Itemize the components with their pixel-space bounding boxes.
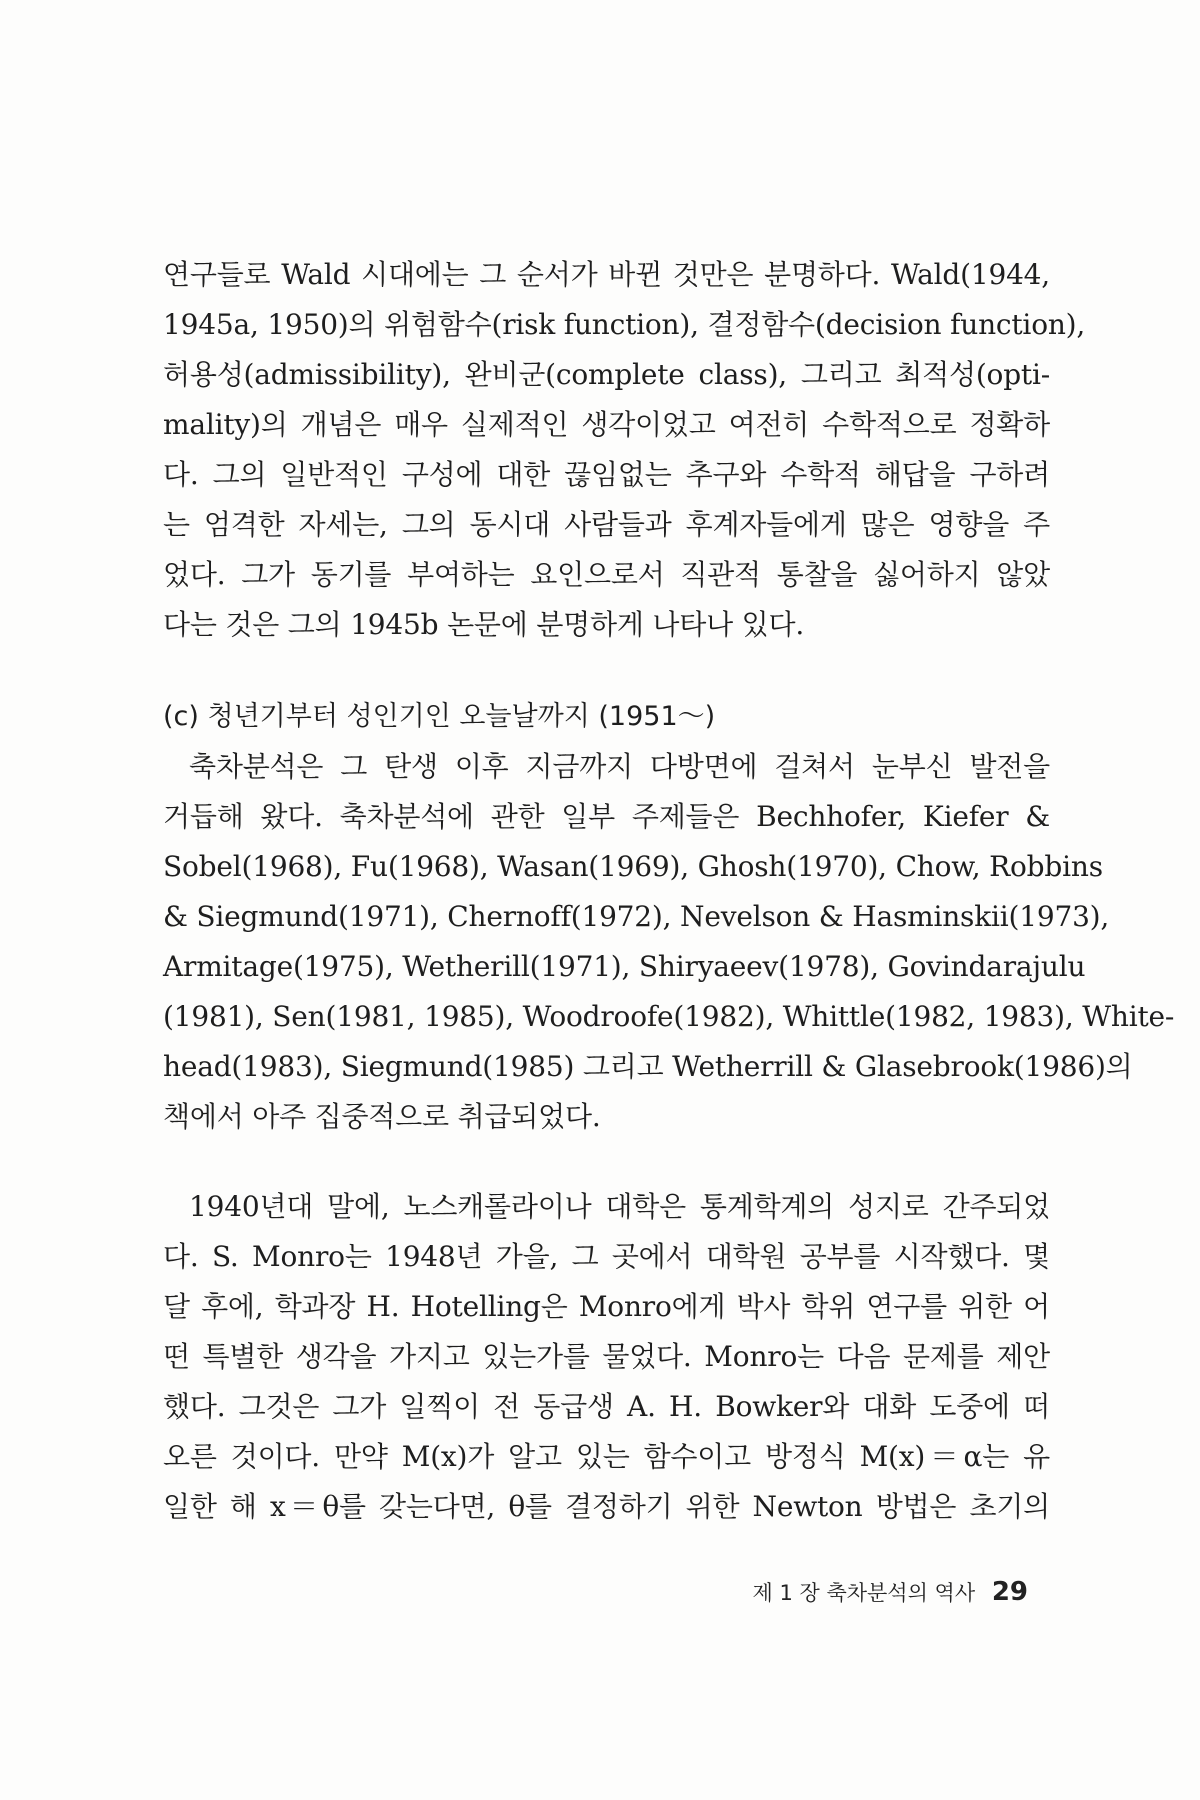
text-line: 1940년대 말에, 노스캐롤라이나 대학은 통계학계의 성지로 간주되었 [189,1190,1050,1223]
text-line: 는 엄격한 자세는, 그의 동시대 사람들과 후계자들에게 많은 영향을 주 [163,508,1050,541]
text-line: (1981), Sen(1981, 1985), Woodroofe(1982), Whittle(1982, 1983), White- [163,1000,1175,1033]
text-line: Sobel(1968), Fu(1968), Wasan(1969), Ghosh(1970), Chow, Robbins [163,850,1103,883]
text-line: Armitage(1975), Wetherill(1971), Shiryaeev(1978), Govindarajulu [163,950,1086,983]
text-line: 었다. 그가 동기를 부여하는 요인으로서 직관적 통찰을 싫어하지 않았 [163,558,1050,591]
text-line: 책에서 아주 집중적으로 취급되었다. [163,1100,601,1133]
page-footer [752,1577,1028,1608]
paragraph-monro [163,1182,1050,1532]
text-line: 축차분석은 그 탄생 이후 지금까지 다방면에 걸쳐서 눈부신 발전을 [189,750,1050,783]
chapter-title: 제 1 장 축차분석의 역사 [752,1581,976,1605]
text-line: 했다. 그것은 그가 일찍이 전 동급생 A. H. Bowker와 대화 도중에 떠 [163,1390,1050,1423]
text-line: head(1983), Siegmund(1985) 그리고 Wetherrill & Glasebrook(1986)의 [163,1050,1133,1083]
text-line: mality)의 개념은 매우 실제적인 생각이었고 여전히 수학적으로 정확하 [163,408,1050,441]
page-number: 29 [991,1577,1028,1607]
text-line: 연구들로 Wald 시대에는 그 순서가 바뀐 것만은 분명하다. Wald(1944, [163,258,1050,291]
text-line: 허용성(admissibility), 완비군(complete class), 그리고 최적성(opti- [163,358,1050,391]
section-c [163,692,1175,1142]
text-line: & Siegmund(1971), Chernoff(1972), Nevelson & Hasminskii(1973), [163,900,1110,933]
text-line: 1945a, 1950)의 위험함수(risk function), 결정함수(decision function), [163,308,1086,341]
text-line: 다는 것은 그의 1945b 논문에 분명하게 나타나 있다. [163,608,805,641]
text-line: 다. 그의 일반적인 구성에 대한 끊임없는 추구와 수학적 해답을 구하려 [163,458,1050,491]
text-line: 오른 것이다. 만약 M(x)가 알고 있는 함수이고 방정식 M(x)＝α는 유 [163,1440,1050,1473]
text-line: 일한 해 x＝θ를 갖는다면, θ를 결정하기 위한 Newton 방법은 초기의 [163,1490,1050,1523]
text-line: 달 후에, 학과장 H. Hotelling은 Monro에게 박사 학위 연구를 위한 어 [163,1290,1050,1323]
text-line: 떤 특별한 생각을 가지고 있는가를 물었다. Monro는 다음 문제를 제안 [163,1340,1050,1373]
text-line: 다. S. Monro는 1948년 가을, 그 곳에서 대학원 공부를 시작했다. 몇 [163,1240,1050,1273]
text-line: 거듭해 왔다. 축차분석에 관한 일부 주제들은 Bechhofer, Kiefer & [163,800,1050,833]
paragraph-wald [163,250,1086,650]
section-heading: (c) 청년기부터 성인기인 오늘날까지 (1951～) [163,701,716,732]
